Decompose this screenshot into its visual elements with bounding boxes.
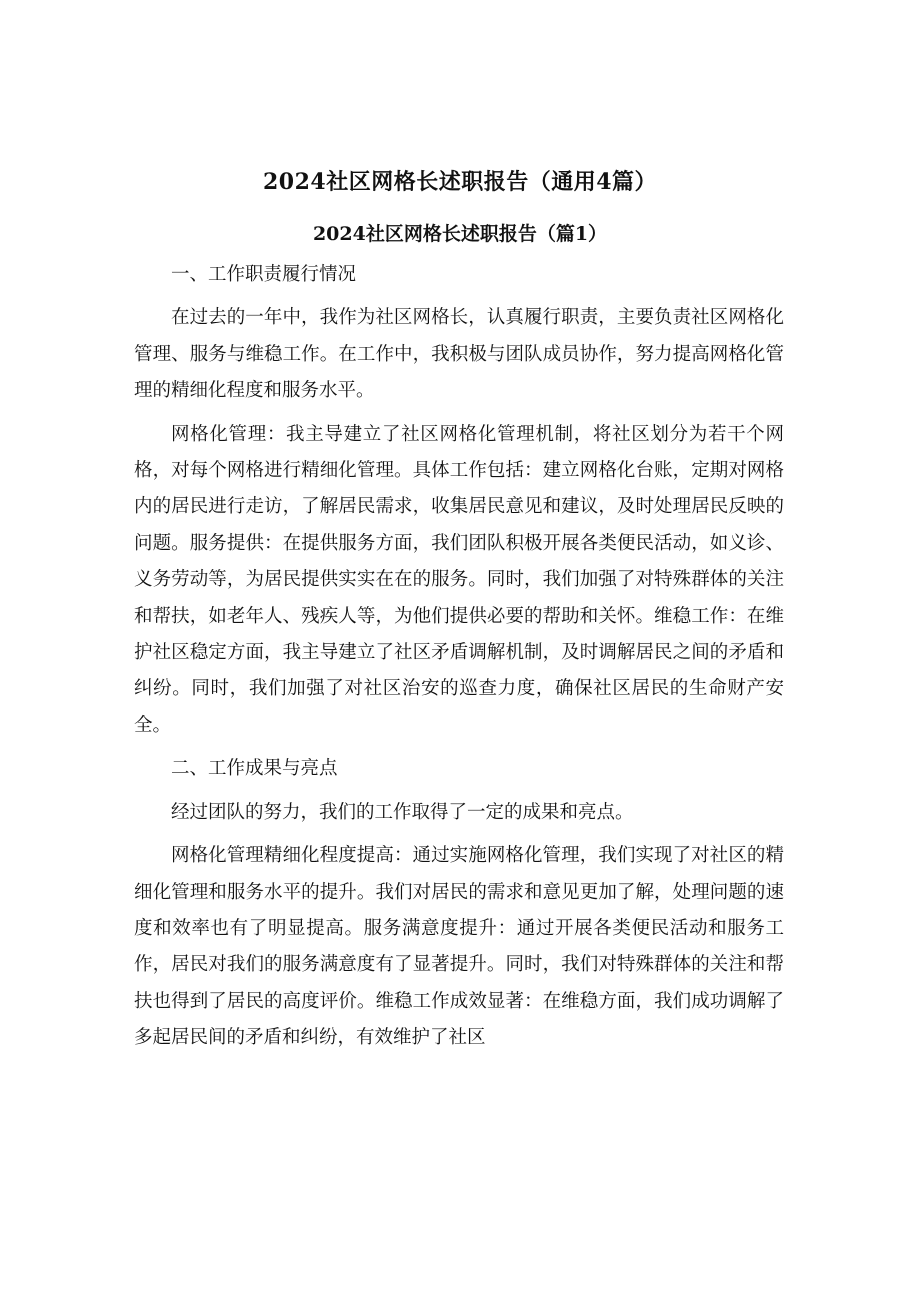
- paragraph-results-intro: 经过团队的努力，我们的工作取得了一定的成果和亮点。: [171, 801, 634, 823]
- paragraph-duties-intro: 在过去的一年中，我作为社区网格长，认真履行职责，主要负责社区网格化管理、服务与维稳工作。在工作中，我积极与团队成员协作，努力提高网格化管理的精细化程度和服务水平。: [134, 307, 784, 402]
- document-subtitle: 2024社区网格长述职报告（篇1）: [312, 223, 608, 245]
- section-heading-1: 一、工作职责履行情况: [171, 264, 357, 285]
- paragraph-duties-detail: 网格化管理：我主导建立了社区网格化管理机制，将社区划分为若干个网格，对每个网格进行精细化管理。具体工作包括：建立网格化台账，定期对网格内的居民进行走访，了解居民需求，收集居民意见和建议，及时处理居民反映的问题。服务提供：在提供服务方面，我们团队积极开展各类便民活动，如义诊、义务劳动等，为居民提供实实在在的服务。同时，我们加强了对特殊群体的关注和帮扶，如老年人、残疾人等，为他们提供必要的帮助和关怀。维稳工作：在维护社区稳定方面，我主导建立了社区矛盾调解机制，及时调解居民之间的矛盾和纠纷。同时，我们加强了对社区治安的巡查力度，确保社区居民的生命财产安全。: [134, 423, 784, 736]
- document-title: 2024社区网格长述职报告（通用4篇）: [262, 169, 658, 195]
- document-body: [134, 257, 784, 1064]
- section-heading-2: 二、工作成果与亮点: [171, 758, 338, 780]
- paragraph-results-detail: 网格化管理精细化程度提高：通过实施网格化管理，我们实现了对社区的精细化管理和服务水平的提升。我们对居民的需求和意见更加了解，处理问题的速度和效率也有了明显提高。服务满意度提升：通过开展各类便民活动和服务工作，居民对我们的服务满意度有了显著提升。同时，我们对特殊群体的关注和帮扶也得到了居民的高度评价。维稳工作成效显著：在维稳方面，我们成功调解了多起居民间的矛盾和纠纷，有效维护了社区: [134, 845, 784, 1049]
